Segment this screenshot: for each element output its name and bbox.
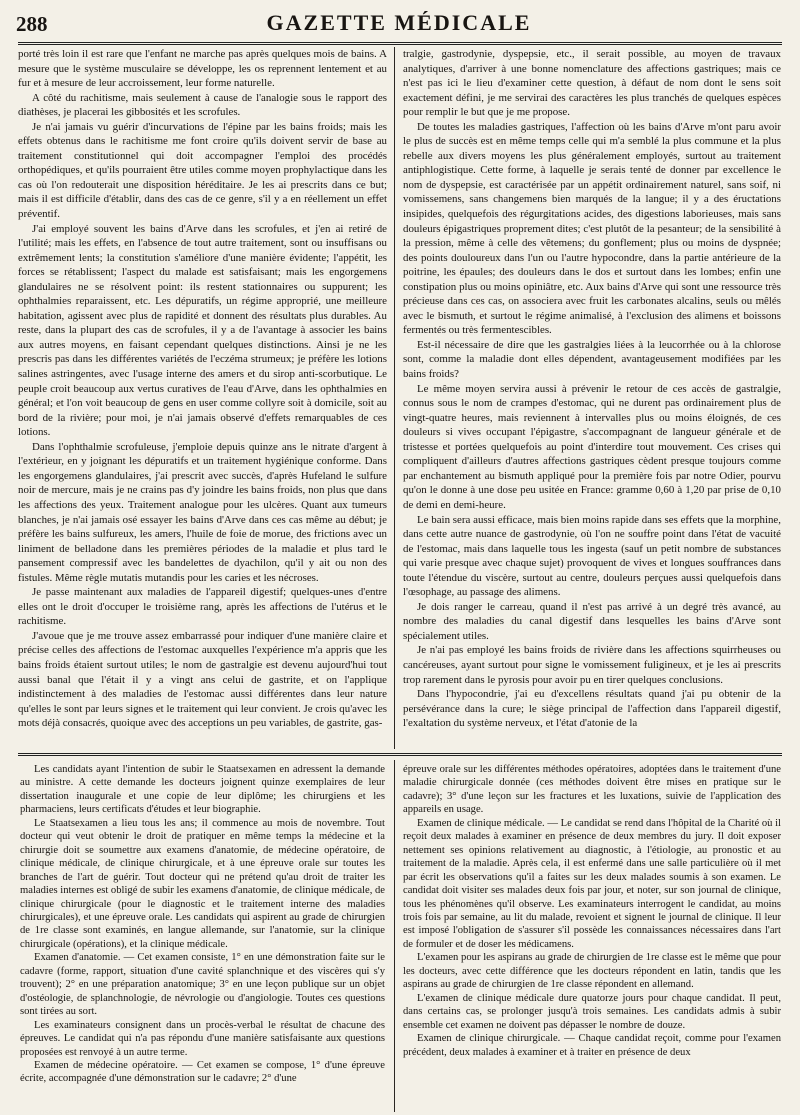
top-right-column [403, 47, 781, 747]
paragraph: Examen de clinique médicale. — Le candidat se rend dans l'hôpital de la Charité où il reçoit deux malades à examiner en présence de deux membres du jury. Il doit exposer nettement ses opinions relativement au diagnostic, à l'étiologie, au pronostic et au traitement de la maladie. Après cela, il est enfermé dans une salle particulière où il met par écrit les observations qu'il a faites sur les deux malades soumis à son examen. Le candidat doit visiter ses malades deux fois par jour, et noter, sur son journal de clinique, tous les phénomènes qu'il observe. Les examinateurs interrogent le candidat, au moins trois fois par semaine, au lit du malade, revoient et signent le journal de clinique. Il leur est imposé l'obligation de s'assurer s'il possède les connaissances nécessaires dans l'art de formuler et de doser les médicamens. [403, 817, 781, 950]
paragraph: Est-il nécessaire de dire que les gastralgies liées à la leucorrhée ou à la chlorose sont, comme la maladie dont elles dépendent, avantageusement modifiées par les bains froids? [403, 338, 781, 381]
paragraph: Je n'ai pas employé les bains froids de rivière dans les affections squirrheuses ou cancéreuses, ayant surtout pour signe le vomissement fuligineux, et je les ai prescrits trop rarement dans le pyrosis pour avoir pu en tirer quelques conclusions. [403, 644, 781, 686]
header-rule [18, 42, 782, 45]
paragraph: Examen de clinique chirurgicale. — Chaque candidat reçoit, comme pour l'examen précédent, deux malades à examiner et à traiter en présence de deux [403, 1033, 781, 1058]
paragraph: Je passe maintenant aux maladies de l'appareil digestif; quelques-unes d'entre elles ont le droit d'occuper le troisième rang, après les affections de l'utérus et le rachitisme. [18, 586, 387, 628]
section-rule [18, 753, 782, 756]
paragraph: épreuve orale sur les différentes méthodes opératoires, adoptées dans le traitement d'une maladie chirurgicale donnée (ces méthodes doivent être mises en pratique sur le cadavre); 3° d'une leçon sur les fractures et les luxations, suivie de l'application des appareils en usage. [403, 764, 781, 816]
paragraph: Dans l'ophthalmie scrofuleuse, j'emploie depuis quinze ans le nitrate d'argent à l'extérieur, en y joignant les dépuratifs et un traitement hygiénique conforme. Dans les engorgemens glandulaires, j'ai prescrit avec succès, d'après Hufeland le sulfure noir de mercure, mais je ne crains pas d'y joindre les bains froids, non plus que dans les affections des yeux. Traitement analogue pour les ulcères. Quant aux tumeurs blanches, je n'ai jamais osé essayer les bains d'Arve dans ces cas même au début; je préfère les bains sulfureux, les amers, l'huile de foie de morue, des frictions avec un liniment de belladone dans les premières périodes de la maladie et plus tard le pansement compressif avec les bandelettes de dyachilon, qu'il y ait ou non des fistules. Même règle mutatis mutandis pour les caries et les nécroses. [18, 440, 387, 584]
column-divider-top [394, 47, 395, 749]
paragraph: L'examen pour les aspirans au grade de chirurgien de 1re classe est le même que pour les docteurs, avec cette différence que les docteurs répondent en latin, tandis que les aspirans au grade de chirurgien de 1re classe répondent en allemand. [403, 952, 781, 991]
paragraph: J'ai employé souvent les bains d'Arve dans les scrofules, et j'en ai retiré de l'utilité; mais les effets, en l'absence de tout autre traitement, sont ou insuffisans ou extrêmement lents; la constitution s'améliore d'une manière évidente; l'appétit, les forces se rétablissent; l'aspect du malade est satisfaisant; mais les engorgemens glandulaires ne se résolvent point: ils restent stationnaires ou suppurent; les ophthalmies reparaissent, etc. Les dépuratifs, un régime approprié, une meilleure habitation, agissent avec plus de rapidité et donnent des résultats plus durables. Au reste, dans la plupart des cas de scrofules, il y a de l'avantage à associer les bains aux autres moyens, en faisant cependant quelques distinctions. Ainsi je ne les prescris pas dans les différentes variétés de l'eczéma strumeux; je préfère les lotions salines astringentes, avec l'usage interne des amers et du sirop anti-scorbutique. Le peuple croit beaucoup aux vertus curatives de l'eau d'Arve, dans les ophthalmies en général; et l'on voit beaucoup de gens en user comme collyre soit à domicile, soit au bord de la rivière; pour moi, je n'ai jamais observé d'effets remarquables de ces lotions. [18, 222, 387, 439]
paragraph: Examen de médecine opératoire. — Cet examen se compose, 1° d'une épreuve écrite, accompagnée d'une démonstration sur le cadavre; 2° d'une [20, 1059, 385, 1085]
paragraph: tralgie, gastrodynie, dyspepsie, etc., il serait possible, au moyen de travaux analytiques, d'arriver à une bonne nomenclature des affections gastriques; mais ce n'est pas ici le lieu d'examiner cette question, à défaut de nom dont le sens soit exactement défini, je me servirai des caractères les plus tranchés de quelques espèces pour remplir le but que je me propose. [403, 48, 781, 119]
column-divider-bottom [394, 760, 395, 1112]
paragraph: Le Staatsexamen a lieu tous les ans; il commence au mois de novembre. Tout docteur qui veut obtenir le droit de pratiquer en même temps la médecine et la chirurgie doit se soumettre aux examens d'anatomie, de médecine opératoire, de clinique médicale, de clinique chirurgicale, et à une épreuve orale sur toutes les branches de l'art de guérir. Tout docteur qui ne prétend qu'au droit de traiter les maladies internes est obligé de subir les examens d'anatomie, de clinique médicale, de clinique chirurgicale (pour le diagnostic et le traitement interne des maladies chirurgicales), et une épreuve orale. Les candidats qui aspirent au grade de chirurgien de 1re classe sont examinés, en langue allemande, sur l'anatomie, sur la clinique chirurgicale (opérations), et la clinique médicale. [20, 817, 385, 950]
paragraph: De toutes les maladies gastriques, l'affection où les bains d'Arve m'ont paru avoir le plus de succès est en même temps celle qui m'a semblé la plus commune et la plus rebelle aux divers moyens les plus généralement employés, surtout au traitement antiphlogistique. Cette forme, à laquelle je serais tenté de donner par excellence le nom de dyspepsie, est caractérisée par un appétit ordinairement naturel, sans soif, ni vomissemens, sans changemens bien marqués de la langue; il y a des éructations insipides, quelquefois des régurgitations acides, des digestions laborieuses, mais sans douleurs épigastriques proprement dites; c'est plutôt de la pesanteur; de la sensibilité à la pression, même à celle des vêtemens; du gonflement; plus ou moins de dyspnée; des points douloureux dans l'un ou l'autre hypocondre, dans la partie antérieure de la poitrine, les épaules; des douleurs dans le dos et surtout dans les lombes; enfin une constipation plus ou moins opiniâtre, etc. Aux bains d'Arve qui sont une ressource très précieuse dans ces cas, on associera avec fruit les carbonates alcalins, seuls ou mêlés avec le bismuth, et surtout le régime animalisé, à l'exclusion des alimens et boissons fermentés ou très fermentescibles. [403, 120, 781, 337]
bottom-right-column [403, 763, 781, 1111]
paragraph: Examen d'anatomie. — Cet examen consiste, 1° en une démonstration faite sur le cadavre (forme, rapport, situation d'une cavité splanchnique et des viscères qui s'y trouvent); 2° en une préparation anatomique; 3° en une leçon publique sur un objet d'ostéologie, de splanchnologie, de névrologie ou d'angiologie. Toutes ces questions sont tirées au sort. [20, 952, 385, 1018]
paragraph: porté très loin il est rare que l'enfant ne marche pas après quelques mois de bains. A mesure que le système musculaire se développe, les os reprennent lentement et au fur et à mesure de leur accroissement, leur forme naturelle. [18, 48, 387, 90]
paragraph: Je dois ranger le carreau, quand il n'est pas arrivé à un degré très avancé, au nombre des maladies du canal digestif dans lesquelles les bains d'Arve sont spécialement utiles. [403, 600, 781, 642]
paragraph: Le bain sera aussi efficace, mais bien moins rapide dans ses effets que la morphine, dans cette autre nuance de gastrodynie, où l'on ne souffre point dans l'état de vacuité de l'estomac, mais dans laquelle tous les ingesta (sauf un petit nombre de substances qui varie presque avec chaque sujet) provoquent de vives et longues souffrances dans toute l'étendue du viscère, surtout au centre, douleurs perçues aussi quelquefois dans l'œsophage, au passage des alimens. [403, 513, 781, 599]
paragraph: J'avoue que je me trouve assez embarrassé pour indiquer d'une manière claire et précise celles des affections de l'estomac auxquelles l'expérience m'a appris que les bains froids étaient surtout utiles; le nom de gastralgie est devenu aujourd'hui tout aussi banal que l'était il y a vingt ans celui de gastrite, et on l'applique indistinctement à des maladies de l'estomac aussi différentes dans leur nature qu'elles le sont par leurs signes et le traitement qui leur convient. Je crois qu'avec les mots déjà consacrés, quoique avec des acceptions un peu variables, de gastrite, gas- [18, 629, 387, 730]
journal-title: GAZETTE MÉDICALE [266, 10, 532, 35]
paragraph: Dans l'hypocondrie, j'ai eu d'excellens résultats quand j'ai pu obtenir de la persévérance dans la cure; le siège principal de l'affection dans l'appareil digestif, l'exaltation du système nerveux, et l'état d'atonie de la [403, 688, 781, 730]
paragraph: Je n'ai jamais vu guérir d'incurvations de l'épine par les bains froids; mais les effets obtenus dans le rachitisme me font croire qu'ils doivent servir de base au traitement constitutionnel qui doit accompagner l'emploi des procédés orthopédiques, et qu'ils pourraient être utiles comme moyen prophylactique dans les cas où l'on redouterait une disposition héréditaire. Je les ai prescrits dans ce but; mais il est difficile d'établir, dans des cas de ce genre, s'il y a en réellement un effet préventif. [18, 120, 387, 221]
top-left-column [18, 47, 387, 747]
paragraph: L'examen de clinique médicale dure quatorze jours pour chaque candidat. Il peut, dans certains cas, se prolonger jusqu'à trois semaines. Les candidats admis à subir ensemble cet examen ne doivent pas dépasser le nombre de douze. [403, 992, 781, 1031]
paragraph: A côté du rachitisme, mais seulement à cause de l'analogie sous le rapport des diathèses, je placerai les gibbosités et les scrofules. [18, 91, 387, 119]
page-number: 288 [16, 12, 48, 36]
bottom-left-column [20, 763, 385, 1111]
paragraph: Les examinateurs consignent dans un procès-verbal le résultat de chacune des épreuves. Le candidat qui n'a pas répondu d'une manière satisfaisante aux questions proposées est renvoyé à un autre terme. [20, 1019, 385, 1058]
paragraph: Le même moyen servira aussi à prévenir le retour de ces accès de gastralgie, connus sous le nom de crampes d'estomac, qui ne durent pas ordinairement plus de vingt-quatre heures, mais reviennent à intervalles plus ou moins éloignés, de ces douleurs si vives occupant l'épigastre, s'accompagnant de langueur générale et de tristesse et portées quelquefois au point d'interdire tout mouvement. Ces crises qui compliquent d'ailleurs d'autres affections gastriques cèdent presque toujours comme par enchantement au bismuth appliqué pour la première fois par notre Odier, pourvu qu'on le donne à une dose peu usitée en France: gramme 0,60 à 1,20 par prise de 0,10 de demi en demi-heure. [403, 382, 781, 511]
paragraph: Les candidats ayant l'intention de subir le Staatsexamen en adressent la demande au ministre. A cette demande les docteurs joignent quinze exemplaires de leur dissertation inaugurale et une copie de leur diplôme; les chirurgiens et les pharmaciens, leurs certificats d'études et leur biographie. [20, 764, 385, 816]
page-header [16, 6, 782, 40]
